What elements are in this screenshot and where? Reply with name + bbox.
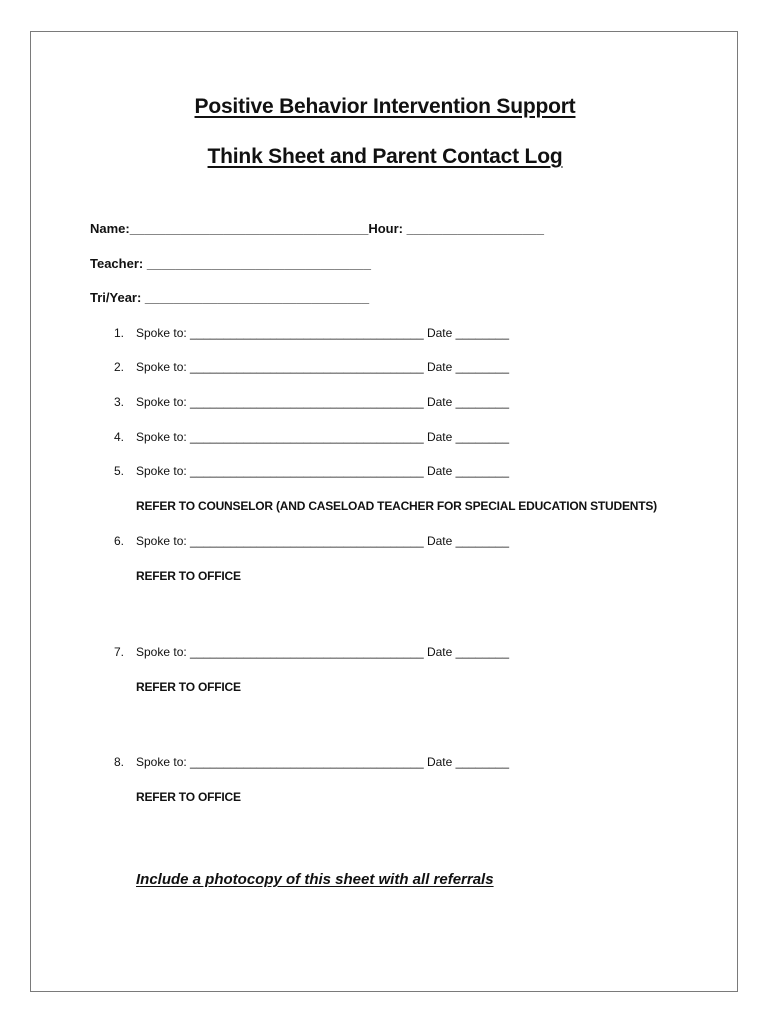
footer-instruction: Include a photocopy of this sheet with all referrals (136, 871, 494, 888)
refer-office-note: REFER TO OFFICE (136, 790, 241, 804)
contact-number: 5. (113, 464, 124, 478)
contact-number: 3. (113, 395, 124, 409)
refer-office-note: REFER TO OFFICE (136, 680, 241, 694)
name-hour-field[interactable]: Name:_________________________________Hour: ___________________ (90, 221, 544, 236)
contact-line[interactable]: Spoke to: ___________________________________ Date ________ (136, 464, 510, 478)
contact-line[interactable]: Spoke to: ___________________________________ Date ________ (136, 326, 510, 340)
contact-line[interactable]: Spoke to: ___________________________________ Date ________ (136, 534, 510, 548)
contact-line[interactable]: Spoke to: ___________________________________ Date ________ (136, 645, 510, 659)
contact-number: 2. (113, 360, 124, 374)
contact-line[interactable]: Spoke to: ___________________________________ Date ________ (136, 755, 510, 769)
tri-year-field[interactable]: Tri/Year: _______________________________ (90, 290, 370, 305)
contact-number: 8. (113, 755, 124, 769)
refer-counselor-note: REFER TO COUNSELOR (AND CASELOAD TEACHER FOR SPECIAL EDUCATION STUDENTS) (136, 499, 657, 513)
contact-line[interactable]: Spoke to: ___________________________________ Date ________ (136, 395, 510, 409)
refer-office-note: REFER TO OFFICE (136, 569, 241, 583)
contact-number: 6. (113, 534, 124, 548)
contact-number: 1. (113, 326, 124, 340)
contact-line[interactable]: Spoke to: ___________________________________ Date ________ (136, 430, 510, 444)
title-line-1: Positive Behavior Intervention Support (194, 95, 576, 118)
title-line-2: Think Sheet and Parent Contact Log (207, 145, 563, 168)
contact-line[interactable]: Spoke to: ___________________________________ Date ________ (136, 360, 510, 374)
teacher-field[interactable]: Teacher: _______________________________ (90, 256, 371, 271)
contact-number: 4. (113, 430, 124, 444)
contact-number: 7. (113, 645, 124, 659)
